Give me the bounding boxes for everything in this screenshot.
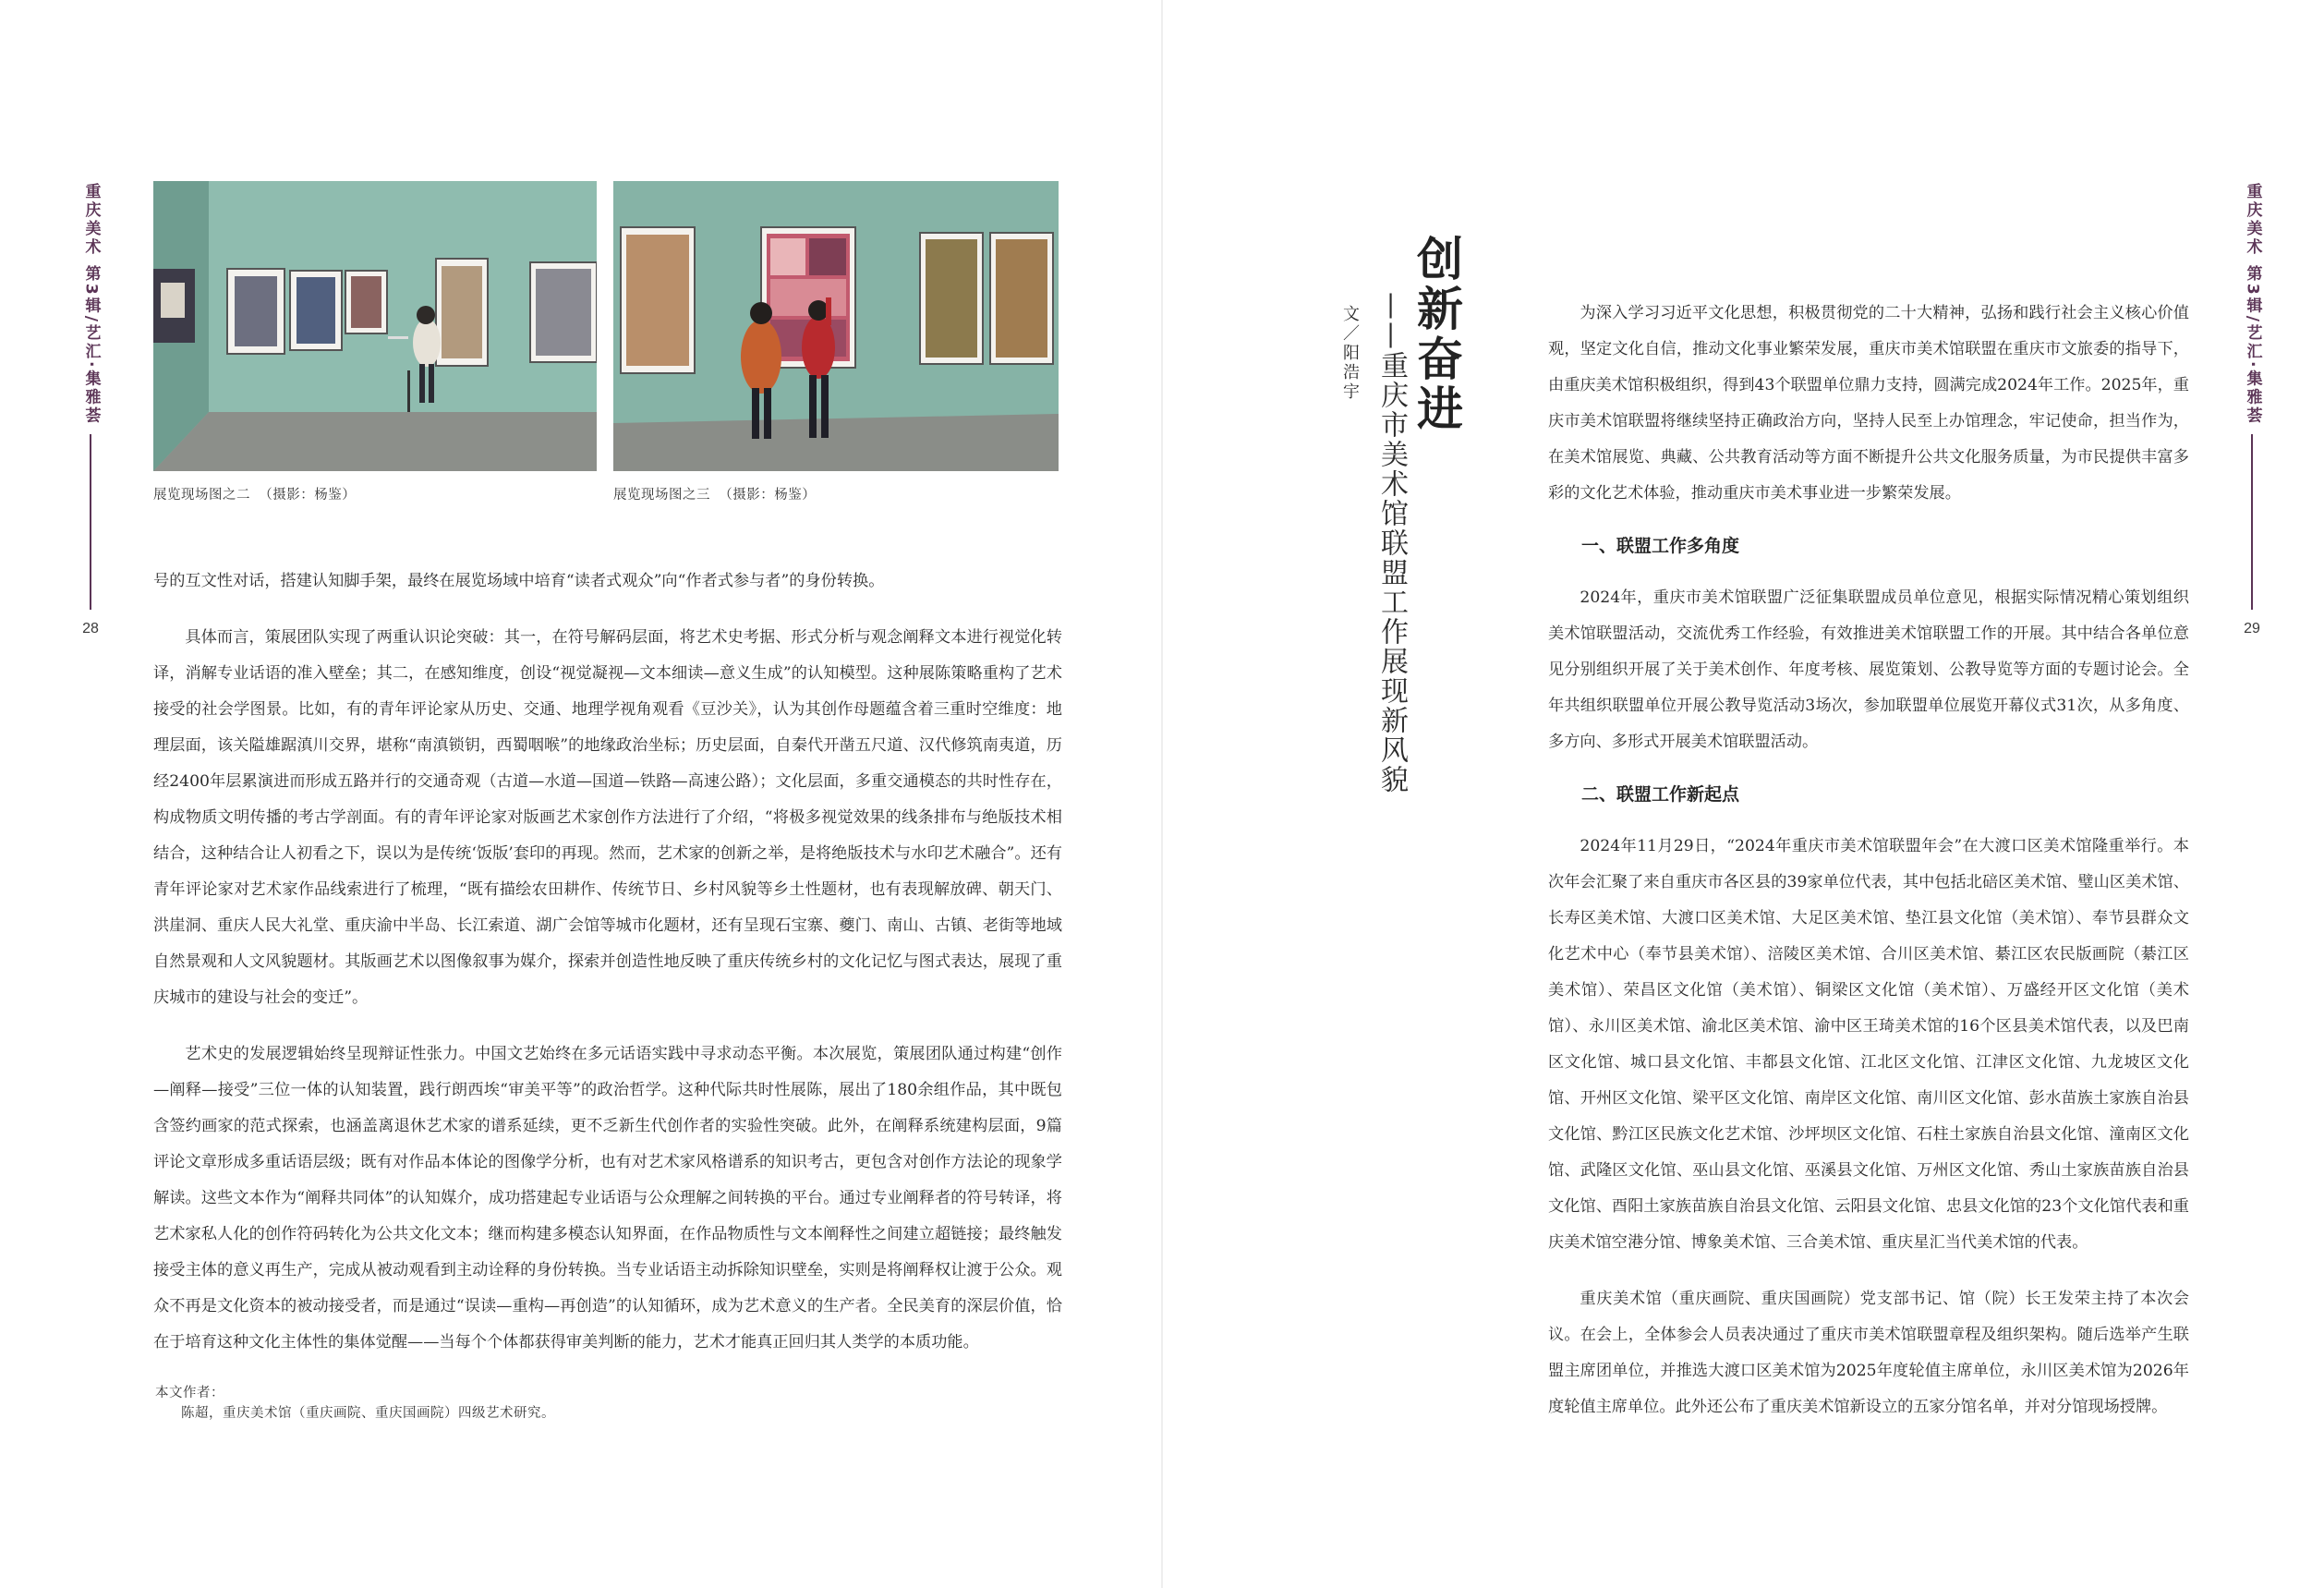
paragraph: 号的互文性对话，搭建认知脚手架，最终在展览场域中培育“读者式观众”向“作者式参与者”的身份转换。	[153, 572, 885, 590]
exhibition-photo-2	[153, 181, 597, 471]
page-gutter	[1161, 0, 1163, 1588]
author-label: 本文作者：	[155, 1386, 224, 1400]
section-heading-1: 一、联盟工作多角度	[1581, 536, 1740, 556]
photo-caption-2: 展览现场图之二 （摄影：杨鉴）	[153, 488, 357, 503]
running-head-right	[2238, 183, 2266, 637]
article-subtitle: ——重庆市美术馆联盟工作展现新风貌	[1375, 292, 1408, 794]
article-title: 创新奋进	[1410, 235, 1464, 434]
paragraph: 2024年，重庆市美术馆联盟广泛征集联盟成员单位意见，根据实际情况精心策划组织美术馆联盟活动，交流优秀工作经验，有效推进美术馆联盟工作的开展。其中结合各单位意见分别组织开展了关于美术创作、年度考核、展览策划、公教导览等方面的专题讨论会。全年共组织联盟单位开展公教导览活动3场次，参加联盟单位展览开幕仪式31次，从多角度、多方向、多形式开展美术馆联盟活动。	[1548, 588, 2189, 751]
left-article-body	[153, 564, 1062, 1381]
paragraph: 2024年11月29日，“2024年重庆市美术馆联盟年会”在大渡口区美术馆隆重举行。本次年会汇聚了来自重庆市各区县的39家单位代表，其中包括北碚区美术馆、璧山区美术馆、长寿区美术馆、大渡口区美术馆、大足区美术馆、垫江县文化馆（美术馆）、奉节县群众文化艺术中心（奉节县美术馆）、涪陵区美术馆、合川区美术馆、綦江区农民版画院（綦江区美术馆）、荣昌区文化馆（美术馆）、铜梁区文化馆（美术馆）、万盛经开区文化馆（美术馆）、永川区美术馆、渝北区美术馆、渝中区王琦美术馆的16个区县美术馆代表，以及巴南区文化馆、城口县文化馆、丰都县文化馆、江北区文化馆、江津区文化馆、九龙坡区文化馆、开州区文化馆、梁平区文化馆、南岸区文化馆、南川区文化馆、彭水苗族土家族自治县文化馆、黔江区民族文化艺术馆、沙坪坝区文化馆、石柱土家族自治县文化馆、潼南区文化馆、武隆区文化馆、巫山县文化馆、巫溪县文化馆、万州区文化馆、秀山土家族苗族自治县文化馆、酉阳土家族苗族自治县文化馆、云阳县文化馆、忠县文化馆的23个文化馆代表和重庆美术馆空港分馆、博象美术馆、三合美术馆、重庆星汇当代美术馆的代表。	[1548, 837, 2189, 1252]
section-heading-2: 二、联盟工作新起点	[1581, 784, 1740, 805]
right-article-body	[1548, 296, 2189, 1446]
running-head-rule	[90, 434, 91, 610]
running-head-text: 重庆美术 第3辑/艺汇·集雅荟	[2243, 183, 2262, 426]
author-note	[155, 1383, 555, 1424]
author-detail: 陈超，重庆美术馆（重庆画院、重庆国画院）四级艺术研究。	[181, 1406, 555, 1421]
intro-paragraph: 为深入学习习近平文化思想，积极贯彻党的二十大精神，弘扬和践行社会主义核心价值观，坚定文化自信，推动文化事业繁荣发展，重庆市美术馆联盟在重庆市文旅委的指导下，由重庆美术馆积极组织，得到43个联盟单位鼎力支持，圆满完成2024年工作。2025年，重庆市美术馆联盟将继续坚持正确政治方向，坚持人民至上办馆理念，牢记使命，担当作为，在美术馆展览、典藏、公共教育活动等方面不断提升公共文化服务质量，为市民提供丰富多彩的文化艺术体验，推动重庆市美术事业进一步繁荣发展。	[1548, 304, 2189, 503]
running-head-left	[77, 183, 104, 637]
photo-caption-3: 展览现场图之三 （摄影：杨鉴）	[613, 488, 817, 503]
paragraph: 重庆美术馆（重庆画院、重庆国画院）党支部书记、馆（院）长王发荣主持了本次会议。在会上，全体参会人员表决通过了重庆市美术馆联盟章程及组织架构。随后选举产生联盟主席团单位，并推选大渡口区美术馆为2025年度轮值主席单位，永川区美术馆为2026年度轮值主席单位。此外还公布了重庆美术馆新设立的五家分馆名单，并对分馆现场授牌。	[1548, 1290, 2189, 1416]
exhibition-photo-3	[613, 181, 1059, 471]
paragraph: 具体而言，策展团队实现了两重认识论突破：其一，在符号解码层面，将艺术史考据、形式分析与观念阐释文本进行视觉化转译，消解专业话语的准入壁垒；其二，在感知维度，创设“视觉凝视—文本细读—意义生成”的认知模型。这种展陈策略重构了艺术接受的社会学图景。比如，有的青年评论家从历史、交通、地理学视角观看《豆沙关》，认为其创作母题蕴含着三重时空维度：地理层面，该关隘雄踞滇川交界，堪称“南滇锁钥，西蜀咽喉”的地缘政治坐标；历史层面，自秦代开凿五尺道、汉代修筑南夷道，历经2400年层累演进而形成五路并行的交通奇观（古道—水道—国道—铁路—高速公路）；文化层面，多重交通模态的共时性存在，构成物质文明传播的考古学剖面。有的青年评论家对版画艺术家创作方法进行了介绍，“将极多视觉效果的线条排布与绝版技术相结合，这种结合让人初看之下，误以为是传统‘饭版’套印的再现。然而，艺术家的创新之举，是将绝版技术与水印艺术融合”。还有青年评论家对艺术家作品线索进行了梳理，“既有描绘农田耕作、传统节日、乡村风貌等乡土性题材，也有表现解放碑、朝天门、洪崖洞、重庆人民大礼堂、重庆渝中半岛、长江索道、湖广会馆等城市化题材，还有呈现石宝寨、夔门、南山、古镇、老街等地域自然景观和人文风貌题材。其版画艺术以图像叙事为媒介，探索并创造性地反映了重庆传统乡村的文化记忆与图式表达，展现了重庆城市的建设与社会的变迁”。	[153, 628, 1062, 1007]
page-number-right: 29	[2244, 621, 2260, 637]
running-head-rule	[2251, 434, 2253, 610]
article-byline: 文／阳浩宇	[1340, 305, 1360, 402]
paragraph: 艺术史的发展逻辑始终呈现辩证性张力。中国文艺始终在多元话语实践中寻求动态平衡。本次展览，策展团队通过构建“创作—阐释—接受”三位一体的认知装置，践行朗西埃“审美平等”的政治哲学。这种代际共时性展陈，展出了180余组作品，其中既包含签约画家的范式探索，也涵盖离退休艺术家的谱系延续，更不乏新生代创作者的实验性突破。此外，在阐释系统建构层面，9篇评论文章形成多重话语层级；既有对作品本体论的图像学分析，也有对艺术家风格谱系的知识考古，更包含对创作方法论的现象学解读。这些文本作为“阐释共同体”的认知媒介，成功搭建起专业话语与公众理解之间转换的平台。通过专业阐释者的符号转译，将艺术家私人化的创作符码转化为公共文化文本；继而构建多模态认知界面，在作品物质性与文本阐释性之间建立超链接；最终触发接受主体的意义再生产，完成从被动观看到主动诠释的身份转换。当专业话语主动拆除知识壁垒，实则是将阐释权让渡于公众。观众不再是文化资本的被动接受者，而是通过“误读—重构—再创造”的认知循环，成为艺术意义的生产者。全民美育的深层价值，恰在于培育这种文化主体性的集体觉醒——当每个个体都获得审美判断的能力，艺术才能真正回归其人类学的本质功能。	[153, 1045, 1062, 1352]
running-head-text: 重庆美术 第3辑/艺汇·集雅荟	[81, 183, 101, 426]
page-number-left: 28	[82, 621, 99, 637]
